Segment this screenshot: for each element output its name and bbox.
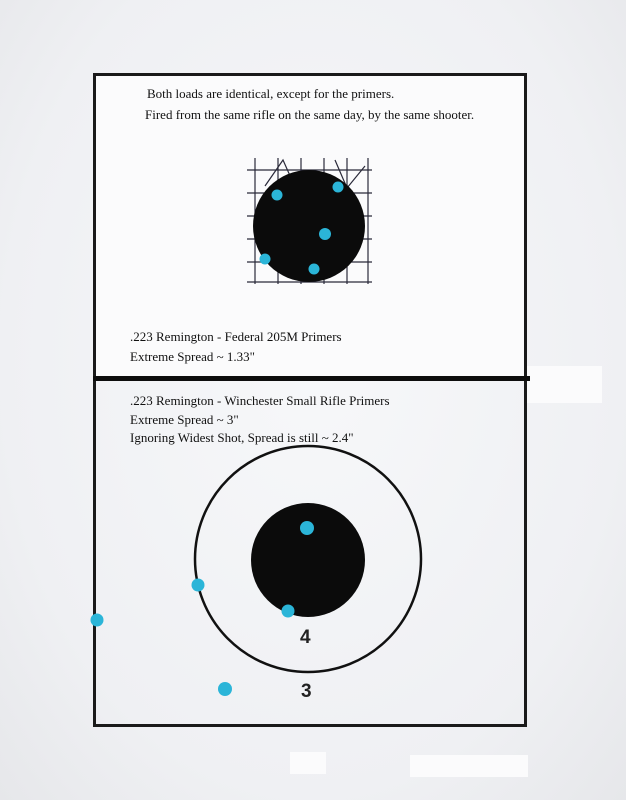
winchester-hit-4: [91, 614, 104, 627]
winchester-hit-2: [282, 605, 295, 618]
winchester-spread-note: Ignoring Widest Shot, Spread is still ~ 2.4": [130, 430, 354, 445]
ring-3-label: 3: [301, 681, 312, 702]
winchester-hit-1: [300, 521, 314, 535]
winchester-extreme-spread: Extreme Spread ~ 3": [130, 412, 239, 427]
winchester-bullseye: [251, 503, 365, 617]
winchester-hit-3: [192, 579, 205, 592]
caption-line-1: Both loads are identical, except for the primers.: [147, 86, 395, 101]
federal-extreme-spread: Extreme Spread ~ 1.33": [130, 349, 255, 364]
caption-line-2: Fired from the same rifle on the same day, by the same shooter.: [145, 107, 475, 122]
winchester-load-title: .223 Remington - Winchester Small Rifle Primers: [130, 393, 390, 408]
winchester-hit-5: [218, 682, 232, 696]
federal-load-title: .223 Remington - Federal 205M Primers: [130, 329, 342, 344]
ring-4-label: 4: [300, 627, 311, 648]
